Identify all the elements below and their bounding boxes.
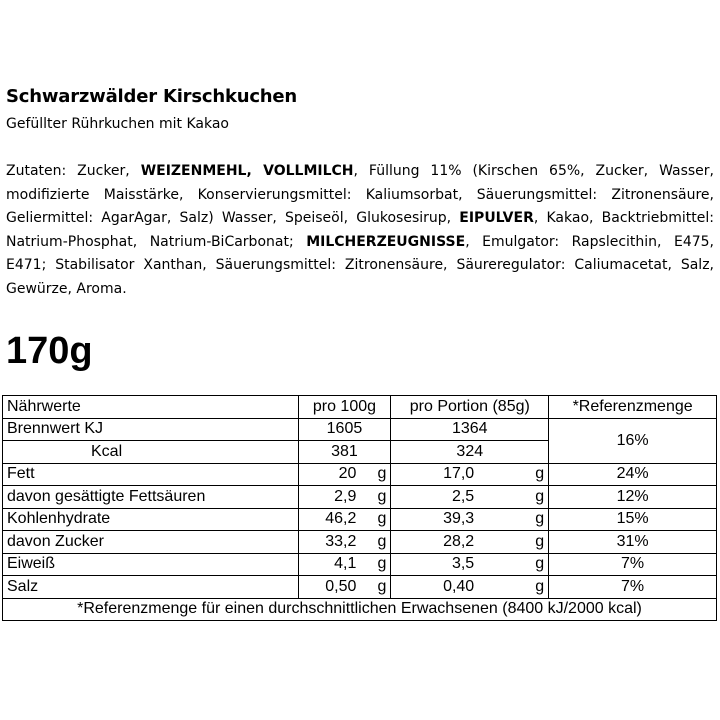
ingredients-segment: , Kakao, Backtriebmittel: Natrium-Phosphat, Natrium-BiCarbonat; xyxy=(6,210,714,250)
nutrient-100g: 2,9 xyxy=(334,487,357,505)
nutrient-label: Eiweiß xyxy=(3,553,299,576)
nutrient-100g-cell xyxy=(298,553,391,576)
nutrient-portion-cell xyxy=(391,553,549,576)
ingredients-text xyxy=(6,160,714,301)
nutrient-100g: 4,1 xyxy=(334,555,357,573)
energy-kj-label: Brennwert KJ xyxy=(3,418,299,441)
nutrient-row xyxy=(3,508,717,531)
nutrient-label: Fett xyxy=(3,463,299,486)
footer-row xyxy=(3,598,717,621)
ingredients-segment: Zutaten: Zucker, xyxy=(6,163,141,179)
nutrient-label: davon gesättigte Fettsäuren xyxy=(3,486,299,509)
nutrient-reference: 31% xyxy=(549,531,717,554)
nutrient-100g: 33,2 xyxy=(325,532,357,550)
energy-kj-row xyxy=(3,418,717,441)
nutrient-unit: g xyxy=(377,577,387,595)
nutrient-reference: 7% xyxy=(549,553,717,576)
nutrient-label: davon Zucker xyxy=(3,531,299,554)
nutrient-portion: 17,0 xyxy=(443,465,475,483)
nutrient-100g-cell xyxy=(298,463,391,486)
nutrient-100g: 20 xyxy=(338,465,357,483)
energy-kj-100g-cell xyxy=(298,418,391,441)
nutrient-100g-cell xyxy=(298,576,391,599)
nutrient-unit: g xyxy=(377,555,387,573)
nutrient-unit: g xyxy=(535,487,545,505)
nutrient-reference: 12% xyxy=(549,486,717,509)
nutrient-row xyxy=(3,553,717,576)
nutrient-unit: g xyxy=(377,487,387,505)
nutrient-portion-cell xyxy=(391,531,549,554)
nutrient-portion-cell xyxy=(391,463,549,486)
nutrient-portion: 3,5 xyxy=(451,555,475,573)
nutrient-unit: g xyxy=(535,510,545,528)
nutrient-row xyxy=(3,531,717,554)
header-per-portion: pro Portion (85g) xyxy=(391,396,549,419)
net-weight: 170g xyxy=(6,330,93,372)
energy-kcal-label: Kcal xyxy=(3,441,299,464)
allergen-highlight: WEIZENMEHL, VOLLMILCH xyxy=(140,163,354,179)
nutrient-100g: 46,2 xyxy=(325,510,357,528)
header-per-100g: pro 100g xyxy=(298,396,391,419)
nutrient-unit: g xyxy=(535,577,545,595)
energy-kj-portion: 1364 xyxy=(451,420,488,438)
nutrient-100g: 0,50 xyxy=(325,577,357,595)
nutrient-100g-cell xyxy=(298,508,391,531)
header-reference: *Referenzmenge xyxy=(549,396,717,419)
allergen-highlight: MILCHERZEUGNISSE xyxy=(306,233,466,250)
energy-kj-portion-cell xyxy=(391,418,549,441)
nutrient-unit: g xyxy=(377,532,387,550)
nutrition-table xyxy=(2,395,717,621)
ingredients-segment: , Emulgator: Rapslecithin, E475, E471; Stabilisator Xanthan, Säuerungsmittel: Zitronensäure, Säureregulator: Caliumacetat, Salz, Gewürze, Aroma. xyxy=(6,233,715,297)
ingredients-segment: , Füllung 11% (Kirschen 65%, Zucker, Wasser, modifizierte Maisstärke, Konservierungsmittel: Kaliumsorbat, Säuerungsmittel: Zitronensäure, Geliermittel: AgarAgar, Salz) Wasser, Speiseöl, Glukosesirup, xyxy=(6,163,714,226)
nutrient-portion: 0,40 xyxy=(443,577,475,595)
nutrient-portion: 28,2 xyxy=(443,532,475,550)
nutrient-portion: 2,5 xyxy=(451,487,475,505)
energy-kcal-portion: 324 xyxy=(456,442,484,460)
nutrient-portion-cell xyxy=(391,576,549,599)
nutrient-100g-cell xyxy=(298,531,391,554)
nutrient-unit: g xyxy=(535,555,545,573)
energy-reference: 16% xyxy=(549,418,717,463)
nutrient-row xyxy=(3,463,717,486)
allergen-highlight: EIPULVER xyxy=(459,210,534,226)
nutrient-reference: 24% xyxy=(549,463,717,486)
energy-kj-100g: 1605 xyxy=(326,420,363,438)
nutrient-portion: 39,3 xyxy=(443,510,475,528)
nutrient-row xyxy=(3,576,717,599)
nutrient-label: Kohlenhydrate xyxy=(3,508,299,531)
nutrient-label: Salz xyxy=(3,576,299,599)
nutrient-unit: g xyxy=(377,510,387,528)
header-label: Nährwerte xyxy=(3,396,299,419)
nutrient-reference: 15% xyxy=(549,508,717,531)
nutrient-unit: g xyxy=(377,465,387,483)
product-title: Schwarzwälder Kirschkuchen xyxy=(6,86,298,107)
nutrition-header-row xyxy=(3,396,717,419)
reference-footnote: *Referenzmenge für einen durchschnittlichen Erwachsenen (8400 kJ/2000 kcal) xyxy=(3,598,717,621)
energy-kcal-portion-cell xyxy=(391,441,549,464)
energy-kcal-100g: 381 xyxy=(331,442,358,460)
nutrient-unit: g xyxy=(535,465,545,483)
product-subtitle: Gefüllter Rührkuchen mit Kakao xyxy=(6,116,229,132)
nutrient-unit: g xyxy=(535,532,545,550)
energy-kcal-100g-cell xyxy=(298,441,391,464)
nutrient-reference: 7% xyxy=(549,576,717,599)
nutrient-portion-cell xyxy=(391,486,549,509)
nutrient-row xyxy=(3,486,717,509)
nutrient-portion-cell xyxy=(391,508,549,531)
nutrient-100g-cell xyxy=(298,486,391,509)
